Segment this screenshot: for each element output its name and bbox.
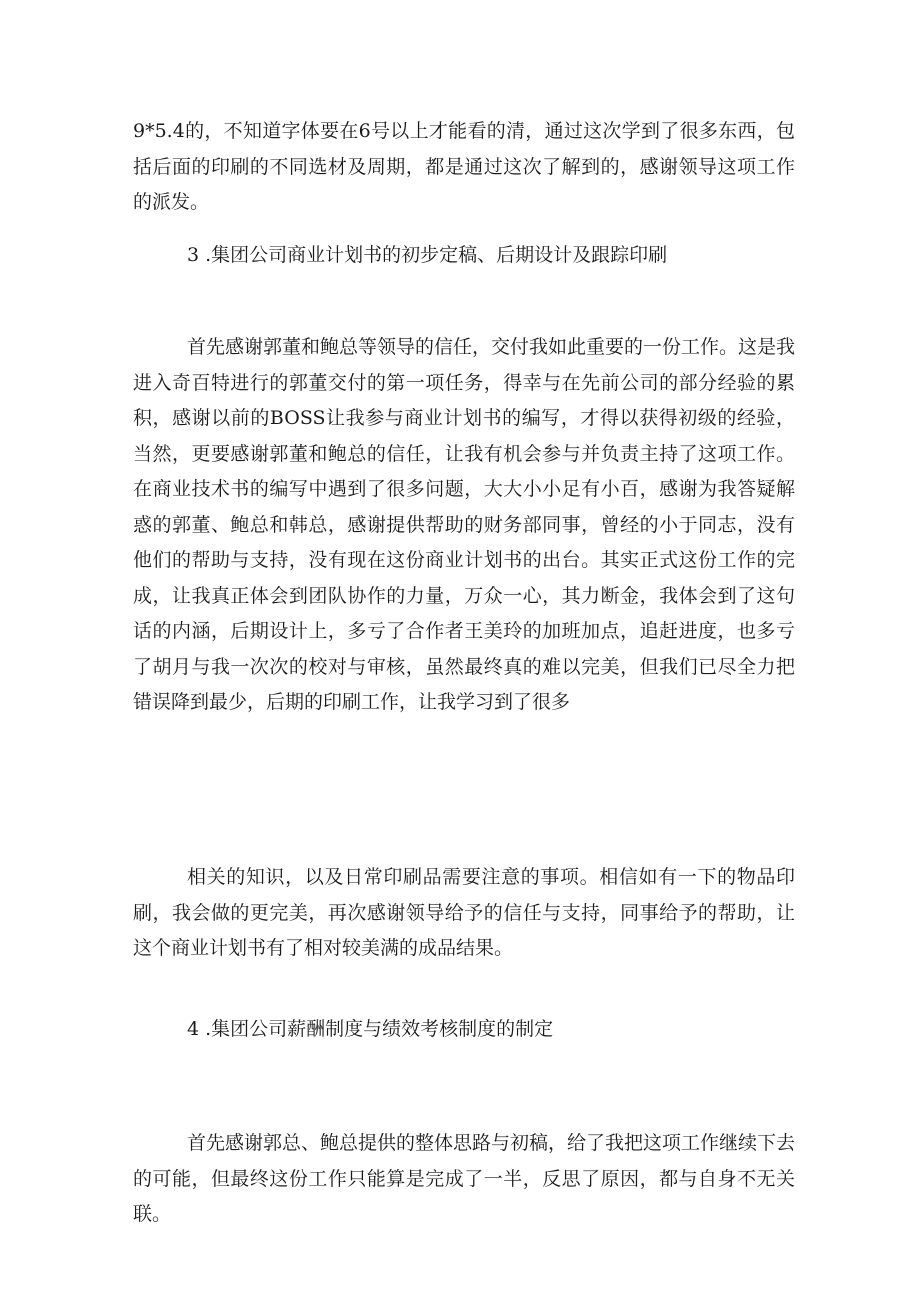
paragraph-business-plan: 首先感谢郭董和鲍总等领导的信任，交付我如此重要的一份工作。这是我进入奇百特进行的郭董交付的第一项任务，得幸与在先前公司的部分经验的累积，感谢以前的BOSS让我参与商业计划书的编写，才得以获得初级的经验，当然，更要感谢郭董和鲍总的信任，让我有机会参与并负责主持了这项工作。在商业技术书的编写中遇到了很多问题，大大小小足有小百，感谢为我答疑解惑的郭董、鲍总和韩总，感谢提供帮助的财务部同事，曾经的小于同志，没有他们的帮助与支持，没有现在这份商业计划书的出台。其实正式这份工作的完成，让我真正体会到团队协作的力量，万众一心，其力断金，我体会到了这句话的内涵，后期设计上，多亏了合作者王美玲的加班加点，追赶进度，也多亏了胡月与我一次次的校对与审核，虽然最终真的难以完美，但我们已尽全力把错误降到最少，后期的印刷工作，让我学习到了很多 bbox=[133, 336, 796, 713]
paragraph-printing-knowledge: 相关的知识，以及日常印刷品需要注意的事项。相信如有一下的物品印刷，我会做的更完美，再次感谢领导给予的信任与支持，同事给予的帮助，让这个商业计划书有了相对较美满的成品结果。 bbox=[133, 866, 795, 959]
section-heading-3: 3 .集团公司商业计划书的初步定稿、后期设计及跟踪印刷 bbox=[187, 244, 668, 266]
paragraph-salary-system: 首先感谢郭总、鲍总提供的整体思路与初稿，给了我把这项工作继续下去的可能，但最终这份工作只能算是完成了一半，反思了原因，都与自身不无关联。 bbox=[133, 1132, 796, 1225]
paragraph-continuation: 9*5.4的，不知道字体要在6号以上才能看的清，通过这次学到了很多东西，包括后面的印刷的不同选材及周期，都是通过这次了解到的，感谢领导这项工作的派发。 bbox=[133, 120, 795, 213]
section-heading-4: 4 .集团公司薪酬制度与绩效考核制度的制定 bbox=[187, 1018, 554, 1040]
